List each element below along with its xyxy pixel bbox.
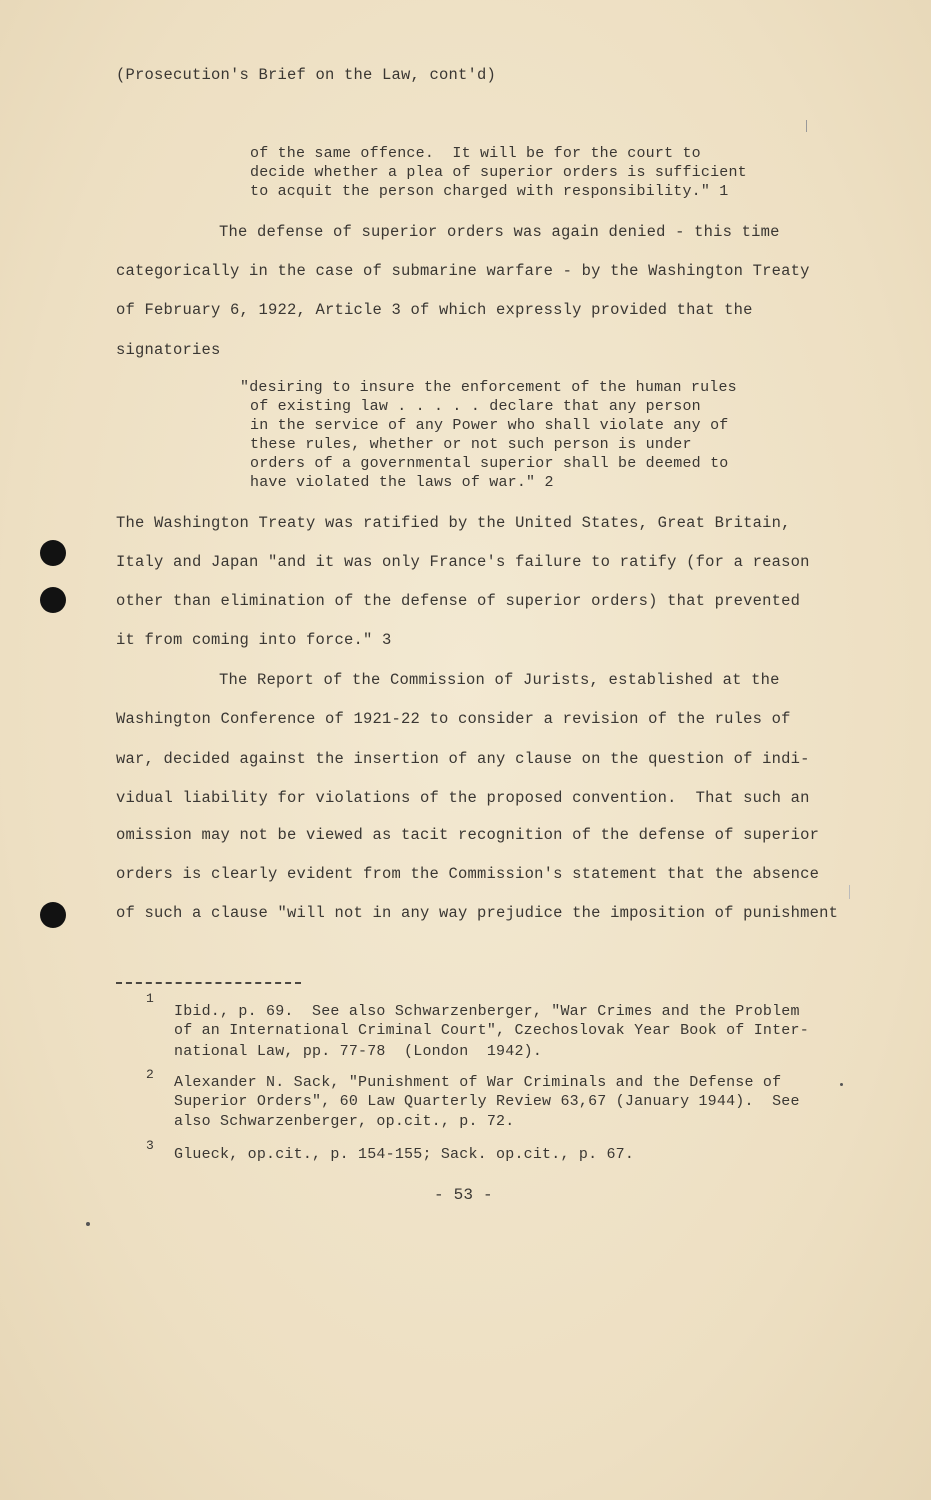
punch-hole [40,540,66,566]
footnote-separator [116,982,301,984]
paragraph-line: of February 6, 1922, Article 3 of which expressly provided that the [116,301,753,319]
footnote-line: Ibid., p. 69. See also Schwarzenberger, "War Crimes and the Problem [174,1003,800,1020]
quote-line: "desiring to insure the enforcement of the human rules [240,379,737,396]
paragraph-line: war, decided against the insertion of any clause on the question of indi- [116,750,810,768]
stray-mark [806,120,807,132]
paragraph-line: The defense of superior orders was again denied - this time [219,223,780,241]
paragraph-line: it from coming into force." 3 [116,631,392,649]
quote-line: decide whether a plea of superior orders is sufficient [250,164,747,181]
quote-line: these rules, whether or not such person is under [250,436,692,453]
punch-hole [40,587,66,613]
paragraph-line: signatories [116,341,221,359]
footnote-line: national Law, pp. 77-78 (London 1942). [174,1043,543,1060]
paragraph-line: The Report of the Commission of Jurists, established at the [219,671,780,689]
quote-line: to acquit the person charged with responsibility." 1 [250,183,729,200]
quote-line: of existing law . . . . . declare that any person [250,398,701,415]
stray-mark [849,885,850,899]
paragraph-line: omission may not be viewed as tacit recognition of the defense of superior [116,826,820,844]
quote-line: orders of a governmental superior shall be deemed to [250,455,729,472]
punch-hole [40,902,66,928]
paragraph-line: of such a clause "will not in any way prejudice the imposition of punishment [116,904,839,922]
ink-speck [86,1222,90,1226]
footnote-number: 3 [146,1138,154,1153]
footnote-line: Alexander N. Sack, "Punishment of War Criminals and the Defense of [174,1074,782,1091]
footnote-line: Glueck, op.cit., p. 154-155; Sack. op.cit., p. 67. [174,1146,635,1163]
footnote-number: 2 [146,1067,154,1082]
footnote-line: Superior Orders", 60 Law Quarterly Review 63,67 (January 1944). See [174,1093,800,1110]
paragraph-line: other than elimination of the defense of superior orders) that prevented [116,592,801,610]
page-number: - 53 - [434,1186,493,1204]
paragraph-line: vidual liability for violations of the proposed convention. That such an [116,789,810,807]
paragraph-line: The Washington Treaty was ratified by the United States, Great Britain, [116,514,791,532]
paragraph-line: orders is clearly evident from the Commission's statement that the absence [116,865,820,883]
quote-line: have violated the laws of war." 2 [250,474,554,491]
paragraph-line: Italy and Japan "and it was only France's failure to ratify (for a reason [116,553,810,571]
footnote-line: of an International Criminal Court", Czechoslovak Year Book of Inter- [174,1022,809,1039]
page-header: (Prosecution's Brief on the Law, cont'd) [116,66,497,84]
paragraph-line: categorically in the case of submarine warfare - by the Washington Treaty [116,262,810,280]
quote-line: of the same offence. It will be for the court to [250,145,701,162]
ink-speck [840,1083,843,1086]
footnote-line: also Schwarzenberger, op.cit., p. 72. [174,1113,515,1130]
quote-line: in the service of any Power who shall violate any of [250,417,729,434]
footnote-number: 1 [146,991,154,1006]
paragraph-line: Washington Conference of 1921-22 to consider a revision of the rules of [116,710,791,728]
